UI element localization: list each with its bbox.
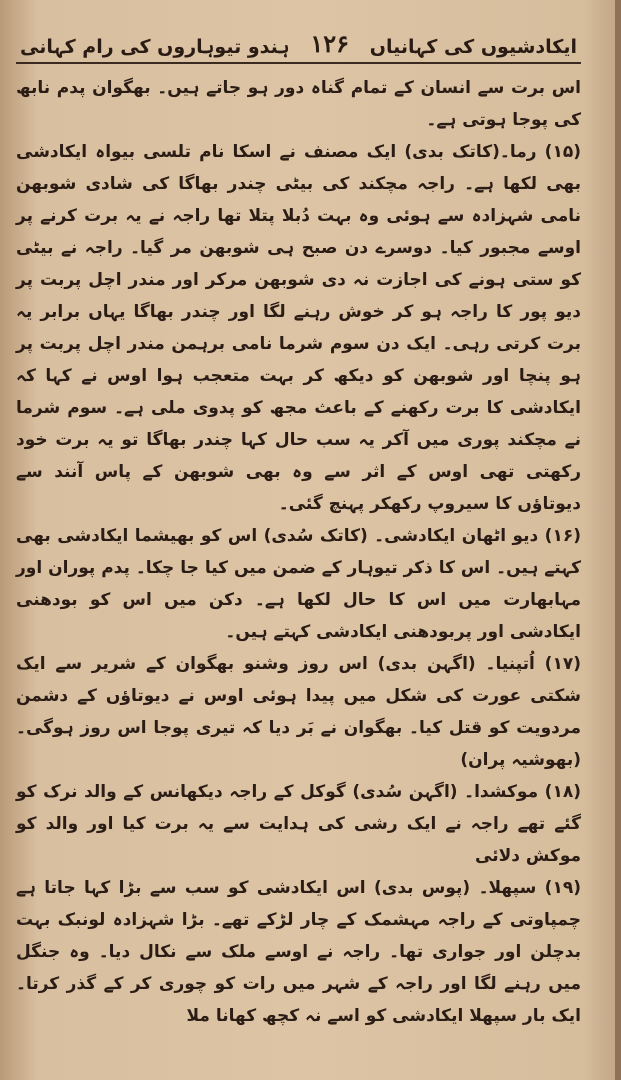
paragraph-15-rama: (۱۵) رما۔(کاتک بدی) ایک مصنف نے اسکا نام تلسی بیواہ ایکادشی بھی لکھا ہے۔ راجہ مچکند کی بیٹی چندر بھاگا کی شادی شوبھن نامی شہزادہ سے ہوئی وہ بہت دُبلا پتلا تھا راجہ نے یہ برت کرنے پر اوسے مجبور کیا۔ دوسرے دن صبح ہی شوبھن مر گیا۔ راجہ نے بیٹی کو ستی ہونے کی اجازت نہ دی شوبھن مرکر اور مندر اچل پربت پر دیو پور کا راجہ ہو کر خوش رہنے لگا اور چندر بھاگا یہاں برابر یہ برت کرتی رہی۔ ایک دن سوم شرما نامی برہمن مندر اچل پربت پر ہو پنچا اور شوبھن کو دیکھ کر بہت متعجب ہوا اوس نے کہا کہ ایکادشی کا برت رکھنے کے باعث مجھ کو پدوی ملی ہے۔ سوم شرما نے مچکند پوری میں آکر یہ سب حال کہا چندر بھاگا تو یہ برت خود رکھتی تھی اوس کے اثر سے وہ بھی شوبھن کے پاس آنند سے دیوتاؤں کا سیروپ رکھکر پہنچ گئی۔ (16, 142, 581, 514)
chapter-title: ایکادشیوں کی کہانیاں (369, 36, 577, 58)
paragraph-18-mokshada: (۱۸) موکشدا۔ (اگہن سُدی) گوکل کے راجہ دیکھانس کے والد نرک کو گئے تھے راجہ نے ایک رشی کی ہدایت سے یہ برت کیا اور والد کو موکش دلائی (16, 782, 581, 866)
book-title: ہندو تیوہاروں کی رام کہانی (20, 36, 290, 58)
page-header (16, 18, 581, 64)
page-body (16, 72, 581, 1032)
paragraph-intro: اس برت سے انسان کے تمام گناہ دور ہو جاتے ہیں۔ بھگوان پدم نابھ کی پوجا ہوتی ہے۔ (16, 78, 581, 130)
paragraph-17-utpanna: (۱۷) اُتپنیا۔ (اگہن بدی) اس روز وشنو بھگوان کے شریر سے ایک شکتی عورت کی شکل میں پیدا ہوئی اوس نے دیوتاؤں کے دشمن مردویت کو قتل کیا۔ بھگوان نے بَر دیا کہ تیری پوجا اس روز ہوگی۔ (بھوشیہ پران) (16, 654, 581, 770)
paragraph-19-saphala: (۱۹) سپھلا۔ (پوس بدی) اس ایکادشی کو سب سے بڑا کہا جاتا ہے چمپاوتی کے راجہ مہشمک کے چار لڑکے تھے۔ بڑا شہزادہ لونبک بہت بدچلن اور جواری تھا۔ راجہ نے اوسے ملک سے نکال دیا۔ وہ جنگل میں رہنے لگا اور راجہ کے شہر میں رات کو چوری کر کے گذر کرتا۔ ایک بار سپھلا ایکادشی کو اسے نہ کچھ کھانا ملا (16, 878, 581, 1026)
paragraph-16-dev-uthan: (۱۶) دیو اٹھان ایکادشی۔ (کاتک سُدی) اس کو بھیشما ایکادشی بھی کہتے ہیں۔ اس کا ذکر تیوہار کے ضمن میں کیا جا چکا۔ پدم پوران اور مہابھارت میں اس کا حال لکھا ہے۔ دکن میں اس کو بودھنی ایکادشی اور پربودھنی ایکادشی کہتے ہیں۔ (16, 526, 581, 642)
page-number: ۱۲۶ (310, 29, 349, 58)
